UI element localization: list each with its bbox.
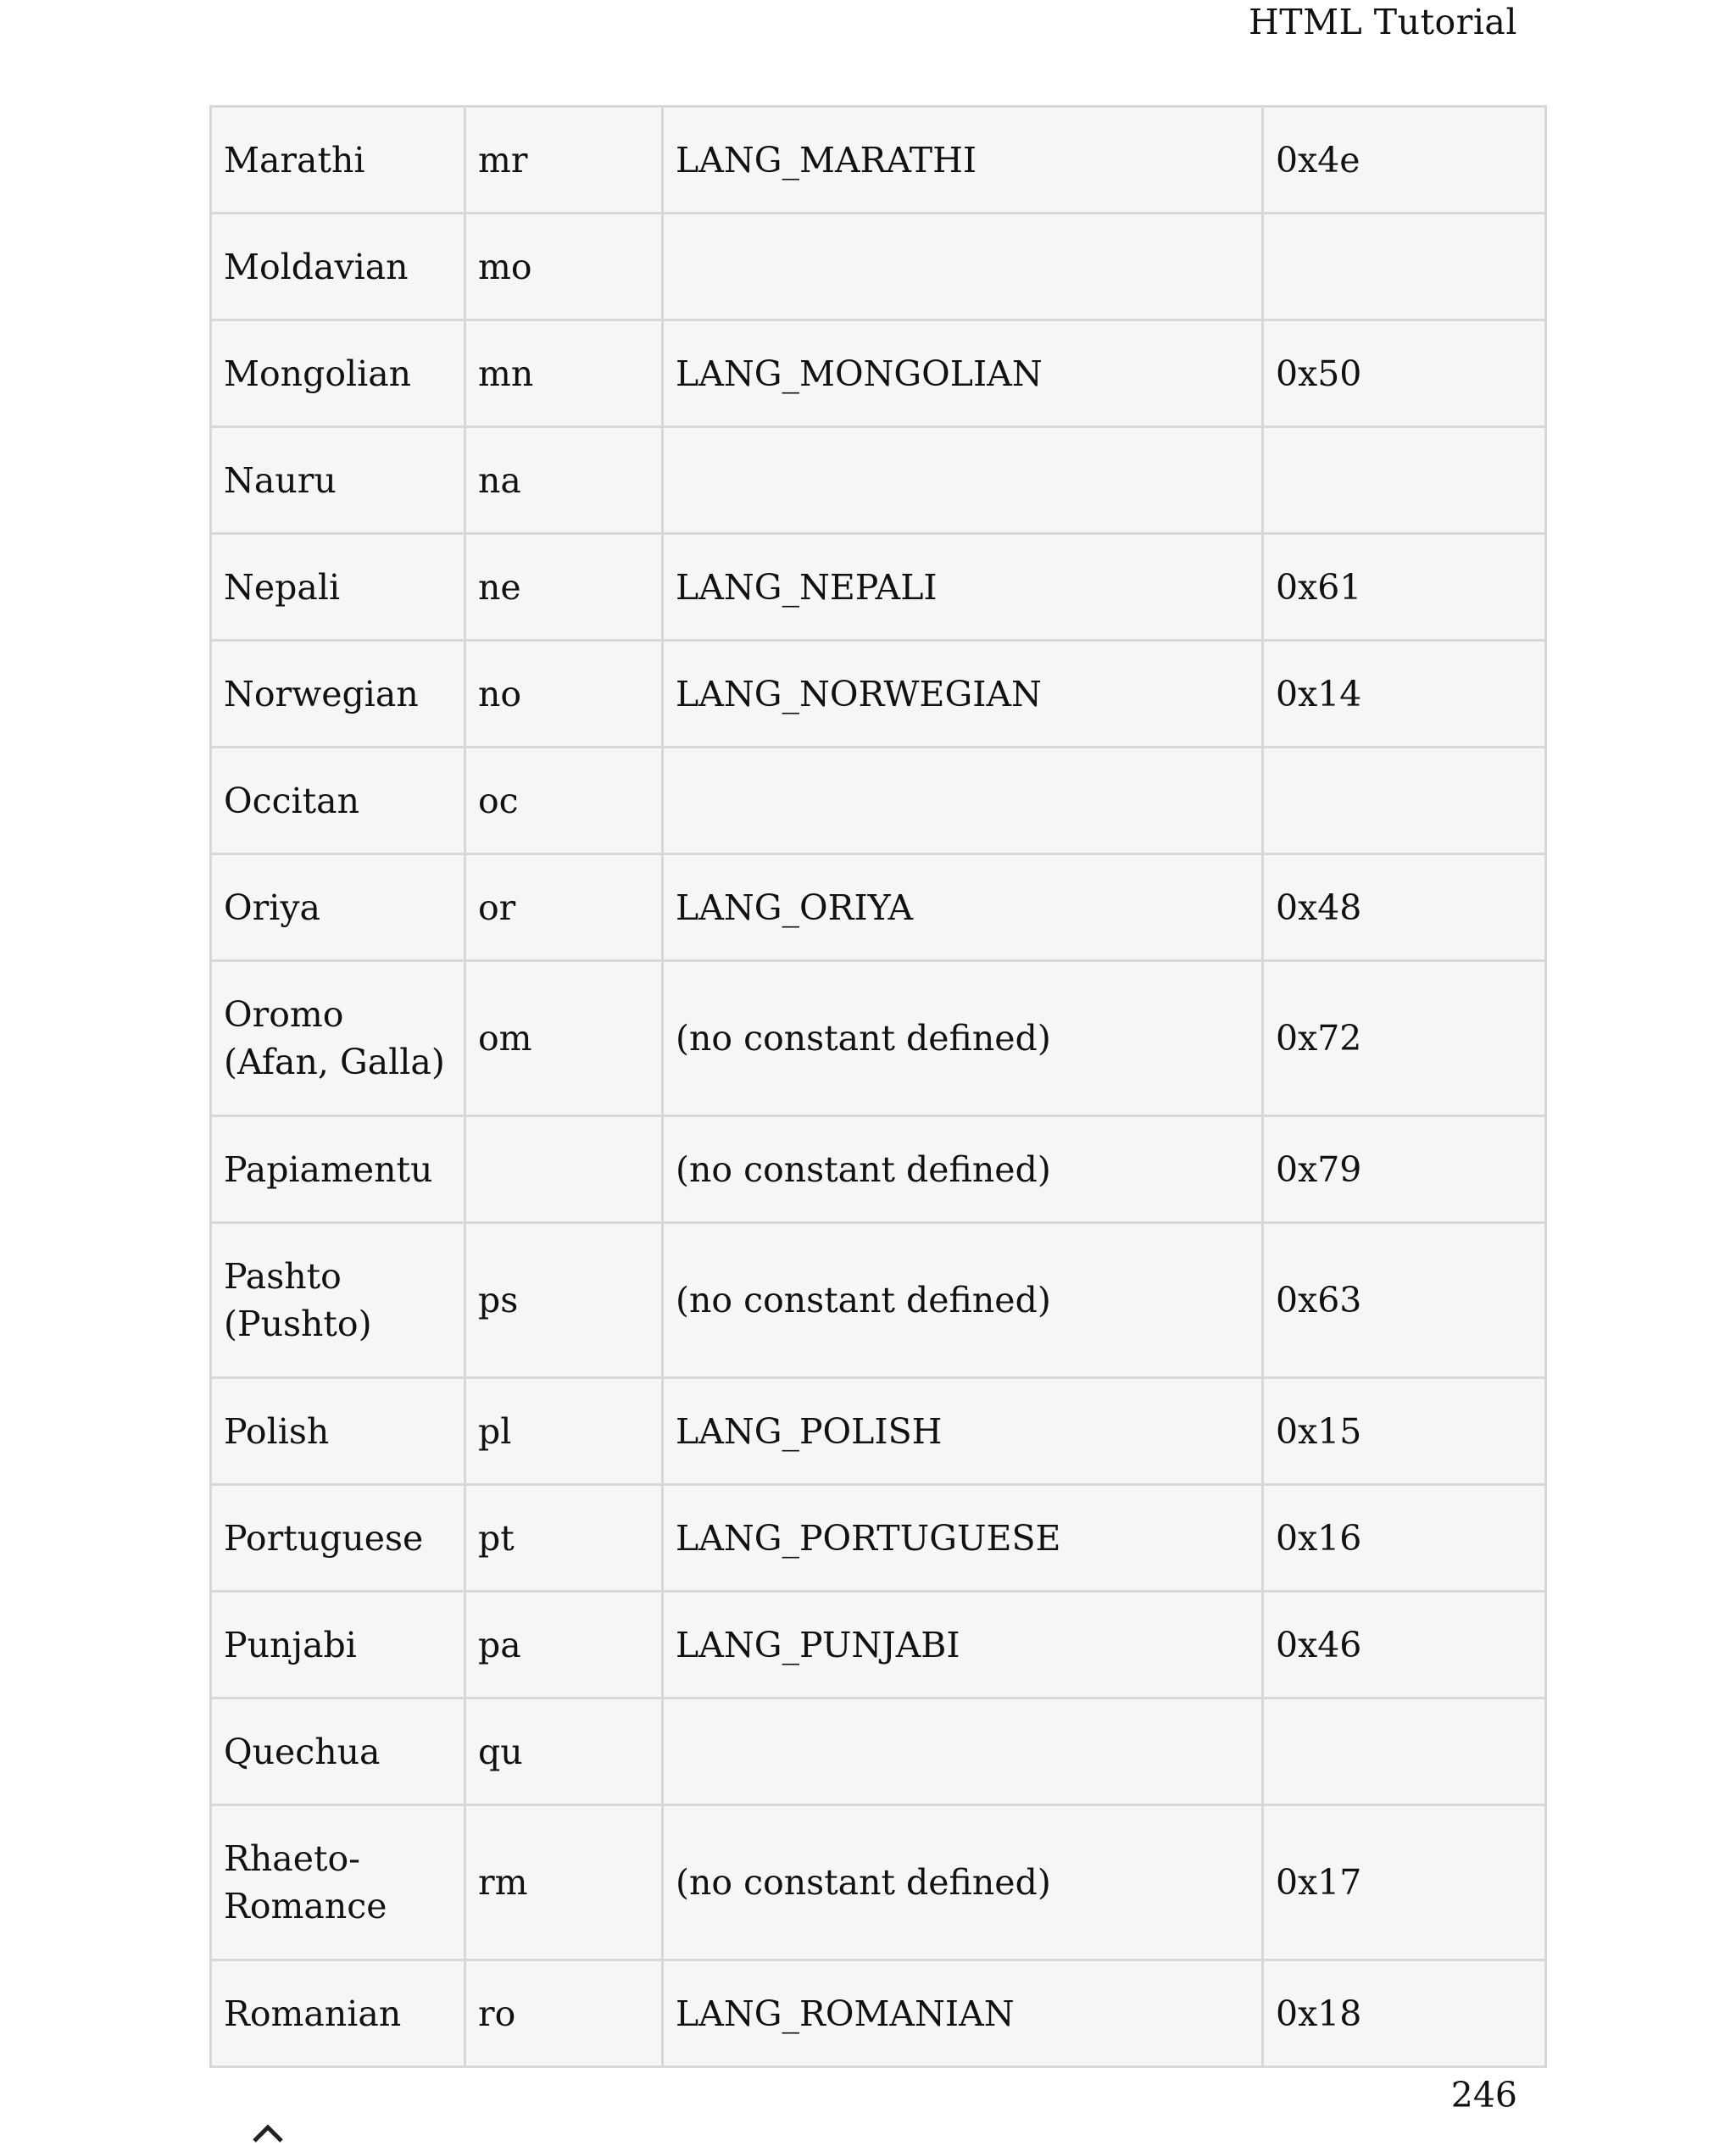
value-cell: 0x17 xyxy=(1263,1805,1546,1960)
table-row xyxy=(211,427,1546,534)
code-cell: rm xyxy=(465,1805,663,1960)
constant-cell xyxy=(663,214,1263,320)
code-cell: na xyxy=(465,427,663,534)
table-row xyxy=(211,534,1546,641)
value-cell xyxy=(1263,748,1546,854)
page-header-title: HTML Tutorial xyxy=(1248,2,1517,42)
table-row xyxy=(211,1223,1546,1378)
language-cell: Rhaeto-Romance xyxy=(211,1805,465,1960)
constant-cell: (no constant defined) xyxy=(663,1223,1263,1378)
language-cell: Moldavian xyxy=(211,214,465,320)
table-row xyxy=(211,107,1546,214)
language-cell: Polish xyxy=(211,1378,465,1485)
value-cell xyxy=(1263,427,1546,534)
table-row xyxy=(211,214,1546,320)
table-row xyxy=(211,961,1546,1116)
table-row xyxy=(211,854,1546,961)
language-cell: Oromo (Afan, Galla) xyxy=(211,961,465,1116)
value-cell xyxy=(1263,214,1546,320)
table-row xyxy=(211,1378,1546,1485)
language-cell: Marathi xyxy=(211,107,465,214)
constant-cell: LANG_NEPALI xyxy=(663,534,1263,641)
language-cell: Punjabi xyxy=(211,1592,465,1698)
page-number: 246 xyxy=(1450,2075,1517,2115)
language-cell: Papiamentu xyxy=(211,1116,465,1223)
language-cell: Mongolian xyxy=(211,320,465,427)
value-cell: 0x16 xyxy=(1263,1485,1546,1592)
value-cell: 0x79 xyxy=(1263,1116,1546,1223)
table-row xyxy=(211,1592,1546,1698)
language-cell: Nauru xyxy=(211,427,465,534)
code-cell: pl xyxy=(465,1378,663,1485)
code-cell: om xyxy=(465,961,663,1116)
language-cell: Occitan xyxy=(211,748,465,854)
value-cell: 0x61 xyxy=(1263,534,1546,641)
code-cell: mn xyxy=(465,320,663,427)
table-row xyxy=(211,1485,1546,1592)
language-cell: Romanian xyxy=(211,1960,465,2067)
code-cell: qu xyxy=(465,1698,663,1805)
value-cell: 0x48 xyxy=(1263,854,1546,961)
language-code-table xyxy=(209,105,1547,2068)
table-row xyxy=(211,748,1546,854)
code-cell: ne xyxy=(465,534,663,641)
value-cell: 0x46 xyxy=(1263,1592,1546,1698)
constant-cell: LANG_ROMANIAN xyxy=(663,1960,1263,2067)
value-cell: 0x15 xyxy=(1263,1378,1546,1485)
language-cell: Quechua xyxy=(211,1698,465,1805)
language-cell: Norwegian xyxy=(211,641,465,748)
table-row xyxy=(211,1805,1546,1960)
value-cell: 0x63 xyxy=(1263,1223,1546,1378)
language-cell: Oriya xyxy=(211,854,465,961)
language-cell: Pashto (Pushto) xyxy=(211,1223,465,1378)
constant-cell xyxy=(663,748,1263,854)
constant-cell: (no constant defined) xyxy=(663,961,1263,1116)
language-cell: Nepali xyxy=(211,534,465,641)
constant-cell xyxy=(663,427,1263,534)
table-row xyxy=(211,1116,1546,1223)
code-cell: pa xyxy=(465,1592,663,1698)
constant-cell: LANG_ORIYA xyxy=(663,854,1263,961)
table-row xyxy=(211,320,1546,427)
constant-cell: LANG_PUNJABI xyxy=(663,1592,1263,1698)
language-cell: Portuguese xyxy=(211,1485,465,1592)
constant-cell: (no constant defined) xyxy=(663,1805,1263,1960)
value-cell: 0x4e xyxy=(1263,107,1546,214)
code-cell: mr xyxy=(465,107,663,214)
constant-cell: LANG_NORWEGIAN xyxy=(663,641,1263,748)
table-row xyxy=(211,1698,1546,1805)
table-row xyxy=(211,641,1546,748)
code-cell: ro xyxy=(465,1960,663,2067)
constant-cell: LANG_POLISH xyxy=(663,1378,1263,1485)
table-row xyxy=(211,1960,1546,2067)
code-cell: pt xyxy=(465,1485,663,1592)
value-cell xyxy=(1263,1698,1546,1805)
value-cell: 0x18 xyxy=(1263,1960,1546,2067)
code-cell xyxy=(465,1116,663,1223)
constant-cell: LANG_PORTUGUESE xyxy=(663,1485,1263,1592)
constant-cell: (no constant defined) xyxy=(663,1116,1263,1223)
code-cell: mo xyxy=(465,214,663,320)
chevron-up-icon[interactable] xyxy=(251,2122,285,2143)
constant-cell: LANG_MONGOLIAN xyxy=(663,320,1263,427)
value-cell: 0x72 xyxy=(1263,961,1546,1116)
code-cell: no xyxy=(465,641,663,748)
constant-cell xyxy=(663,1698,1263,1805)
code-cell: or xyxy=(465,854,663,961)
code-cell: ps xyxy=(465,1223,663,1378)
code-cell: oc xyxy=(465,748,663,854)
value-cell: 0x14 xyxy=(1263,641,1546,748)
constant-cell: LANG_MARATHI xyxy=(663,107,1263,214)
value-cell: 0x50 xyxy=(1263,320,1546,427)
